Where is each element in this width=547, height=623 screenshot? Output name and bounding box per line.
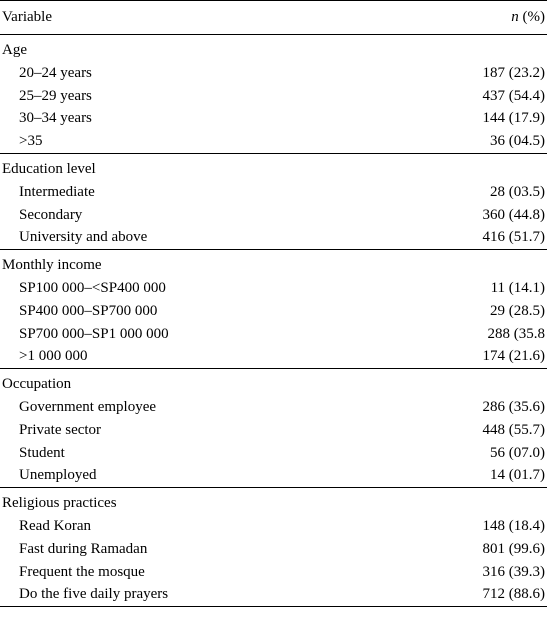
- row-label: University and above: [19, 229, 148, 246]
- row-label: Do the five daily prayers: [0, 583, 396, 606]
- row-value: 712 (88.6): [396, 583, 547, 606]
- table-body: [0, 35, 547, 607]
- row-label: 30–34 years: [19, 110, 92, 127]
- group-value-empty: [396, 35, 547, 62]
- table-row: [0, 464, 547, 487]
- row-value: 28 (03.5): [490, 183, 545, 200]
- table-row: [0, 442, 547, 465]
- header-percent: (%): [518, 9, 545, 25]
- table-row: [0, 345, 547, 368]
- row-value: 288 (35.8: [487, 325, 545, 342]
- table-row: [0, 419, 547, 442]
- row-label: Student: [19, 444, 65, 461]
- row-value: 148 (18.4): [482, 517, 545, 534]
- table-row: [0, 538, 547, 561]
- row-label: Secondary: [19, 206, 83, 223]
- group-row: [0, 488, 547, 515]
- row-value: 36 (04.5): [490, 133, 545, 150]
- table-row: [0, 107, 547, 130]
- table-row: [0, 323, 547, 346]
- table-row: [0, 396, 547, 419]
- row-value: 360 (44.8): [482, 206, 545, 223]
- row-label: SP700 000–SP1 000 000: [19, 325, 169, 342]
- row-value: 801 (99.6): [482, 540, 545, 557]
- table-row: [0, 226, 547, 249]
- group-row: [0, 369, 547, 396]
- table-row: [0, 181, 547, 204]
- row-label: Frequent the mosque: [19, 563, 145, 580]
- table-row: [0, 561, 547, 584]
- row-value: 437 (54.4): [482, 87, 545, 104]
- row-label: 25–29 years: [19, 87, 92, 104]
- header-variable: Variable: [0, 1, 396, 35]
- row-value: 14 (01.7): [490, 467, 545, 484]
- group-row: [0, 35, 547, 62]
- row-value: 316 (39.3): [482, 563, 545, 580]
- row-label: >35: [19, 133, 43, 150]
- row-value: 448 (55.7): [482, 421, 545, 438]
- header-n: n: [511, 9, 519, 25]
- group-label: Age: [2, 42, 27, 58]
- group-label: Religious practices: [0, 488, 396, 515]
- row-value: 144 (17.9): [482, 110, 545, 127]
- row-value: 56 (07.0): [490, 444, 545, 461]
- table-row: [0, 85, 547, 108]
- row-label: Private sector: [19, 421, 102, 438]
- row-label: SP100 000–<SP400 000: [19, 279, 166, 296]
- table-row: [0, 204, 547, 227]
- table-row: [0, 130, 547, 153]
- header-n-percent: [396, 1, 547, 35]
- group-value-empty: [396, 488, 547, 515]
- table-row: [0, 515, 547, 538]
- row-value: 174 (21.6): [482, 348, 545, 365]
- row-label: 20–24 years: [19, 64, 92, 81]
- group-value-empty: [396, 153, 547, 180]
- header-row: [0, 1, 547, 35]
- row-value: 29 (28.5): [490, 302, 545, 319]
- row-label: Fast during Ramadan: [19, 540, 148, 557]
- row-label: >1 000 000: [19, 348, 88, 365]
- table-row: [0, 583, 547, 606]
- row-label: Unemployed: [19, 467, 97, 484]
- table-header: [0, 1, 547, 35]
- row-value: 416 (51.7): [482, 229, 545, 246]
- group-row: [0, 153, 547, 180]
- group-label: Education level: [0, 153, 396, 180]
- row-label: Intermediate: [19, 183, 95, 200]
- row-value: 187 (23.2): [482, 64, 545, 81]
- group-label: Monthly income: [0, 250, 396, 277]
- row-value: 286 (35.6): [482, 398, 545, 415]
- group-label: Occupation: [0, 369, 396, 396]
- row-label: SP400 000–SP700 000: [19, 302, 158, 319]
- table-row: [0, 277, 547, 300]
- group-value-empty: [396, 369, 547, 396]
- table-row: [0, 62, 547, 85]
- row-label: Government employee: [19, 398, 157, 415]
- table-row: [0, 300, 547, 323]
- group-row: [0, 250, 547, 277]
- row-value: 11 (14.1): [490, 279, 545, 296]
- row-label: Read Koran: [19, 517, 92, 534]
- group-value-empty: [396, 250, 547, 277]
